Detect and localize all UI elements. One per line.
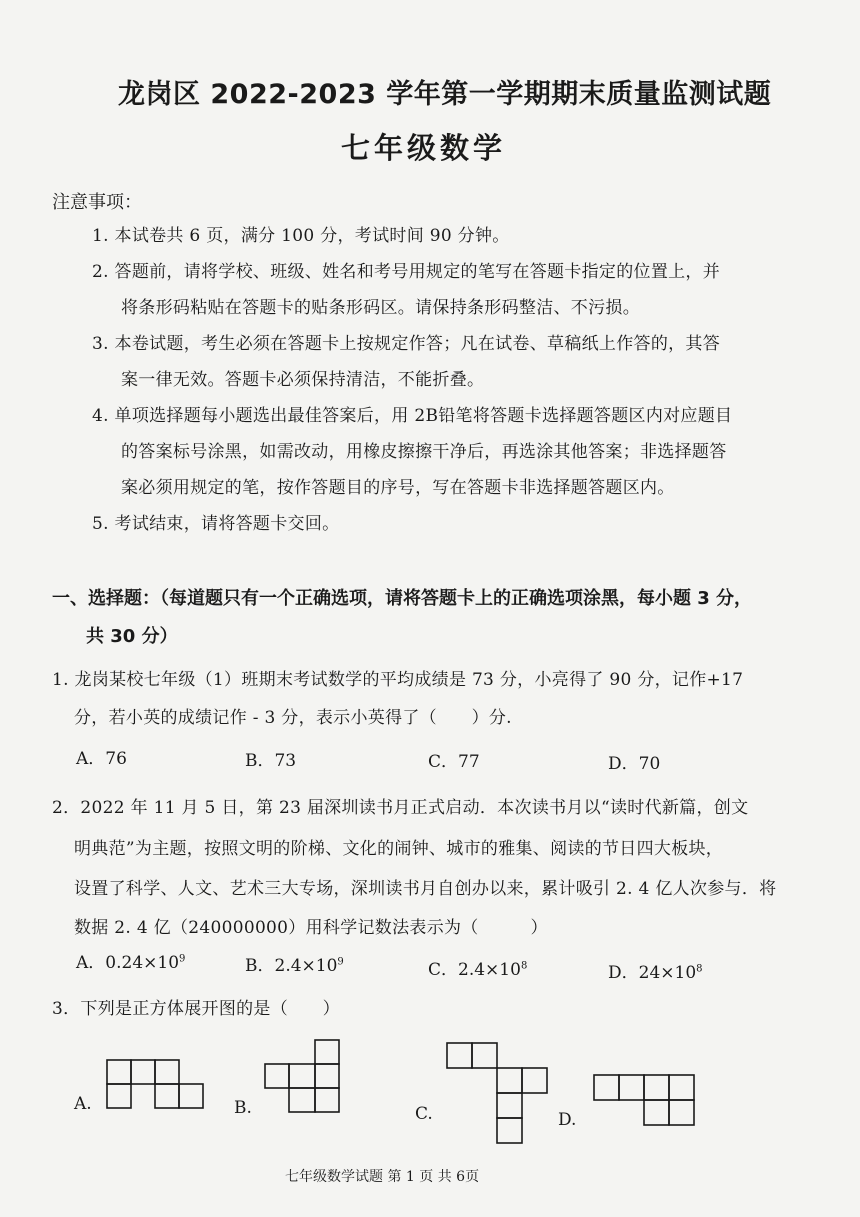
q2-option-d: D．$24\times 10^8$ xyxy=(608,963,703,983)
cube-net-b xyxy=(265,1040,365,1115)
q3-option-d-label: D. xyxy=(558,1110,577,1130)
cube-net-d xyxy=(594,1075,704,1130)
notice-line: 5. 考试结束，请将答题卡交回。 xyxy=(92,514,340,534)
q1-option-b: B．73 xyxy=(245,751,297,771)
question-1-text-cont: 分，若小英的成绩记作 - 3 分，表示小英得了（ ）分. xyxy=(74,708,512,728)
notice-line: 案必须用规定的笔，按作答题目的序号，写在答题卡非选择题答题区内。 xyxy=(121,478,675,498)
notice-line: 3. 本卷试题，考生必须在答题卡上按规定作答；凡在试卷、草稿纸上作答的，其答 xyxy=(92,334,721,354)
notice-line: 将条形码粘贴在答题卡的贴条形码区。请保持条形码整洁、不污损。 xyxy=(121,298,640,318)
section-heading-cont: 共 30 分） xyxy=(86,626,178,647)
q1-option-a: A．76 xyxy=(76,749,127,769)
question-1-text: 1. 龙岗某校七年级（1）班期末考试数学的平均成绩是 73 分，小亮得了 90 分，记作+17 xyxy=(52,670,744,690)
q3-option-c-label: C. xyxy=(415,1104,433,1124)
page-footer: 七年级数学试题 第 1 页 共 6页 xyxy=(285,1169,480,1185)
question-3-text: 3．下列是正方体展开图的是（ ） xyxy=(52,999,340,1019)
notice-line: 2. 答题前，请将学校、班级、姓名和考号用规定的笔写在答题卡指定的位置上，并 xyxy=(92,262,721,282)
section-heading: 一、选择题：（每道题只有一个正确选项，请将答题卡上的正确选项涂黑，每小题 3 分， xyxy=(52,588,753,609)
q1-option-d: D．70 xyxy=(608,754,661,774)
q2-option-c: C．$2.4\times 10^8$ xyxy=(428,960,528,980)
q3-option-b-label: B. xyxy=(234,1098,252,1118)
notice-line: 1. 本试卷共 6 页，满分 100 分，考试时间 90 分钟。 xyxy=(92,226,510,246)
q2-option-b: B．$2.4\times 10^9$ xyxy=(245,956,344,976)
q3-option-a-label: A. xyxy=(74,1094,92,1114)
notice-heading: 注意事项： xyxy=(52,192,142,213)
cube-net-c xyxy=(447,1043,557,1143)
question-2-text-cont: 设置了科学、人文、艺术三大专场，深圳读书月自创办以来，累计吸引 2. 4 亿人次参与．将 xyxy=(74,879,777,899)
question-2-text-cont: 数据 2. 4 亿（240000000）用科学记数法表示为（ ） xyxy=(74,918,548,938)
notice-line: 的答案标号涂黑，如需改动，用橡皮擦擦干净后，再选涂其他答案；非选择题答 xyxy=(121,442,727,462)
q1-option-c: C．77 xyxy=(428,752,480,772)
page-title: 龙岗区 2022-2023 学年第一学期期末质量监测试题 xyxy=(118,79,772,110)
notice-line: 4. 单项选择题每小题选出最佳答案后，用 2B铅笔将答题卡选择题答题区内对应题目 xyxy=(92,406,733,426)
notice-line: 案一律无效。答题卡必须保持清洁，不能折叠。 xyxy=(121,370,485,390)
question-2-text: 2．2022 年 11 月 5 日，第 23 届深圳读书月正式启动．本次读书月以“读时代新篇，创文 xyxy=(52,798,749,818)
question-2-text-cont: 明典范”为主题，按照文明的阶梯、文化的闹钟、城市的雅集、阅读的节日四大板块， xyxy=(74,839,724,859)
cube-net-a xyxy=(107,1060,207,1110)
q2-option-a: A．$0.24\times 10^9$ xyxy=(76,953,186,973)
page-subtitle: 七年级数学 xyxy=(341,131,507,165)
